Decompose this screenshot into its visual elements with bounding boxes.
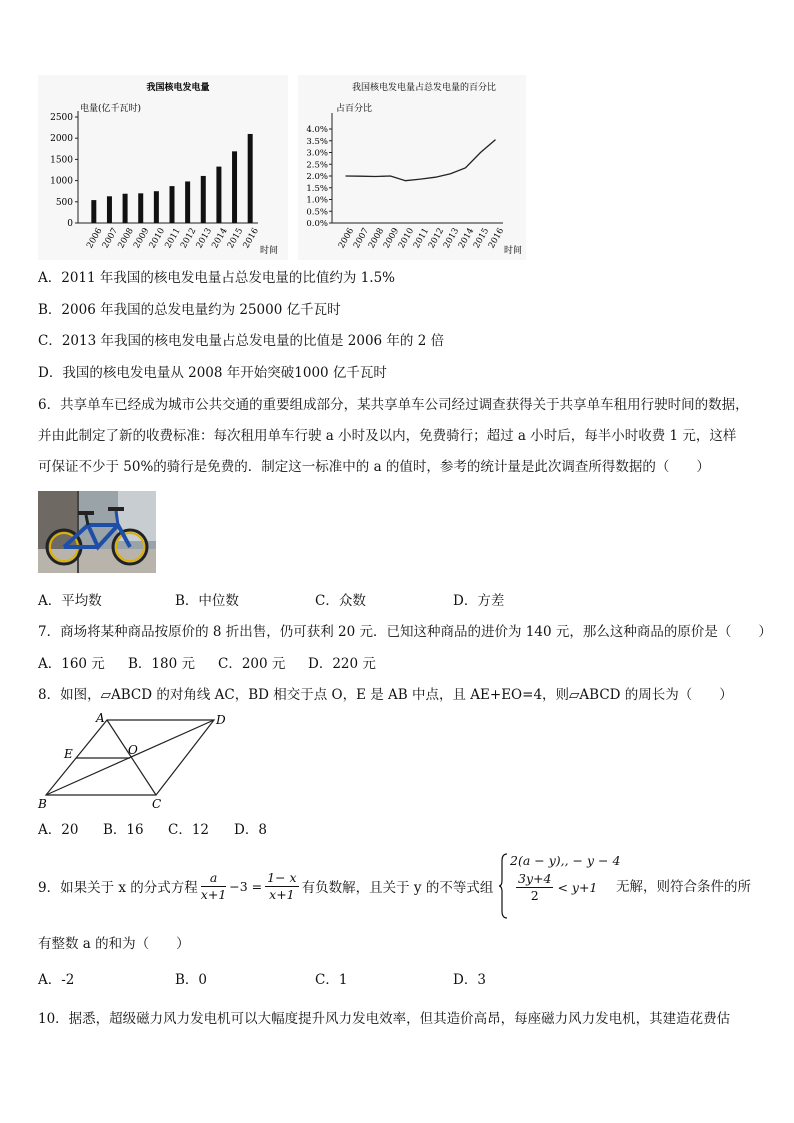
parallelogram-figure: [36, 710, 232, 810]
q9-sys-row-2: [516, 871, 597, 904]
q9-frac1-den: x+1: [200, 886, 227, 902]
bar: [138, 193, 143, 223]
q9-inequality-system: [498, 853, 621, 919]
q7-option-d: D．220 元: [308, 656, 376, 672]
line-y-tick-label: 1.0%: [306, 195, 328, 206]
label-O: O: [128, 743, 138, 757]
q9-sys-row-2-rest: < y+1: [557, 880, 598, 895]
bar-x-tick-label: 2012: [178, 226, 199, 251]
bar: [232, 151, 237, 223]
line-x-tick-label: 2011: [411, 226, 432, 251]
q7-option-a: A．160 元: [38, 656, 105, 672]
bar-y-tick-label: 1000: [50, 176, 73, 187]
q9-suffix: 无解，则符合条件的所: [616, 879, 751, 895]
q9-frac2-den: x+1: [269, 886, 295, 902]
line-series: [346, 140, 496, 181]
q6-option-b: B．中位数: [175, 593, 239, 609]
line-x-tick-label: 2008: [366, 226, 387, 251]
q9-option-b: B．0: [175, 972, 208, 988]
q9-fraction-1: [201, 870, 226, 903]
line-x-tick-label: 2015: [471, 226, 492, 251]
q9-sys-frac-den: 2: [530, 888, 539, 903]
line-chart-title: 我国核电发电量占总发电量的百分比: [351, 83, 497, 93]
bar-x-tick-label: 2013: [194, 226, 215, 251]
line-chart: [298, 75, 526, 260]
q7-option-b: B．180 元: [128, 656, 195, 672]
line-x-tick-label: 2013: [441, 226, 462, 251]
q9-sys-row-1: 2(a − y),, − y − 4: [510, 853, 621, 868]
q8-option-c: C．12: [168, 822, 210, 838]
bar: [201, 176, 206, 223]
bar-x-tick-label: 2010: [147, 226, 168, 251]
line-y-tick-label: 4.0%: [306, 125, 328, 135]
line-y-tick-label: 2.5%: [306, 160, 328, 171]
bar-x-tick-label: 2011: [163, 226, 183, 251]
bar-x-tick-label: 2016: [241, 226, 261, 251]
bar: [123, 194, 128, 223]
line-x-tick-label: 2007: [351, 226, 372, 251]
bar-y-tick-label: 2500: [50, 113, 73, 123]
q7-line-1: 7．商场将某种商品按原价的 8 折出售，仍可获利 20 元．已知这种商品的进价为 140 元，那么这种商品的原价是（ ）: [38, 624, 772, 640]
bar-chart-xlabel: 时间: [260, 246, 279, 256]
bar-chart-title: 我国核电发电量: [146, 83, 210, 93]
q9-fraction-2: [265, 870, 298, 903]
line-y-tick-label: 3.0%: [306, 148, 328, 159]
bicycle-illustration: [38, 491, 156, 573]
bar: [91, 200, 96, 223]
line-x-tick-label: 2012: [426, 226, 447, 251]
q8-option-d: D．8: [234, 822, 267, 838]
label-A: A: [96, 711, 105, 725]
q9-minus3: −3 =: [229, 878, 263, 894]
label-B: B: [38, 797, 47, 810]
bar-y-tick-label: 500: [55, 197, 73, 208]
label-C: C: [152, 797, 162, 810]
q10-line-1: 10．据悉，超级磁力风力发电机可以大幅度提升风力发电效率，但其造价高昂，每座磁力风力发电机，其建造花费估: [38, 1011, 731, 1027]
q9-option-a: A．-2: [38, 972, 75, 988]
q6-option-a: A．平均数: [38, 593, 102, 609]
q5-option-d: D．我国的核电发电量从 2008 年开始突破1000 亿千瓦时: [38, 365, 387, 381]
q9-frac1-num: a: [201, 870, 226, 887]
bar-y-tick-label: 2000: [50, 134, 73, 145]
line-chart-ylabel: 占百分比: [336, 104, 373, 114]
line-x-tick-label: 2006: [336, 226, 357, 251]
label-D: D: [216, 713, 226, 727]
q9-option-c: C．1: [315, 972, 348, 988]
q6-line-1: 6．共享单车已经成为城市公共交通的重要组成部分，某共享单车公司经过调查获得关于共享单车租用行驶时间的数据，: [38, 397, 749, 413]
line-y-tick-label: 3.5%: [306, 136, 328, 147]
line-y-tick-label: 0.5%: [306, 207, 328, 218]
bar-y-tick-label: 1500: [50, 155, 73, 166]
q5-option-c: C．2013 年我国的核电发电量占总发电量的比值是 2006 年的 2 倍: [38, 333, 445, 349]
q6-line-3: 可保证不少于 50%的骑行是免费的．制定这一标准中的 a 的值时，参考的统计量是此次调查所得数据的（ ）: [38, 459, 710, 475]
bar: [185, 181, 190, 223]
bar-y-tick-label: 0: [67, 219, 73, 229]
line-chart-panel: [298, 75, 526, 260]
q6-line-2: 并由此制定了新的收费标准：每次租用单车行驶 a 小时及以内，免费骑行；超过 a 小时后，每半小时收费 1 元，这样: [38, 428, 737, 444]
q8-line-1: 8．如图，▱ABCD 的对角线 AC，BD 相交于点 O，E 是 AB 中点，且 AE+EO=4，则▱ABCD 的周长为（ ）: [38, 687, 733, 703]
q9-frac2-num: 1− x: [267, 869, 297, 885]
line-y-tick-label: 0.0%: [306, 219, 328, 229]
bar: [154, 191, 159, 223]
line-y-tick-label: 1.5%: [306, 183, 328, 194]
bar-x-tick-label: 2009: [131, 226, 152, 251]
brace-icon: [498, 853, 508, 919]
line-y-tick-label: 2.0%: [306, 172, 328, 182]
q9-option-d: D．3: [453, 972, 486, 988]
q9-line-2: 有整数 a 的和为（ ）: [38, 936, 190, 952]
q5-option-a: A．2011 年我国的核电发电量占总发电量的比值约为 1.5%: [38, 270, 395, 286]
bar-chart-ylabel: 电量(亿千瓦时): [80, 104, 142, 114]
q6-option-c: C．众数: [315, 593, 366, 609]
bar: [216, 167, 221, 223]
q7-option-c: C．200 元: [218, 656, 286, 672]
q6-option-d: D．方差: [453, 593, 505, 609]
bar-x-tick-label: 2015: [225, 226, 246, 251]
bar: [170, 186, 175, 223]
bar-x-tick-label: 2014: [210, 226, 230, 251]
line-x-tick-label: 2009: [381, 226, 402, 251]
bar: [107, 196, 112, 223]
bar: [248, 134, 253, 223]
line-x-tick-label: 2014: [456, 226, 477, 251]
bar-x-tick-label: 2007: [100, 226, 121, 251]
q9-middle: 有负数解，且关于 y 的不等式组: [301, 880, 494, 896]
bicycle-photo: [38, 491, 156, 573]
q9-prefix: 9．如果关于 x 的分式方程: [38, 880, 198, 896]
q8-option-a: A．20: [38, 822, 79, 838]
bar-x-tick-label: 2008: [116, 226, 136, 251]
label-E: E: [64, 747, 73, 761]
line-chart-xlabel: 时间: [504, 246, 523, 256]
bar-chart: [38, 75, 288, 260]
line-x-tick-label: 2016: [486, 226, 507, 251]
bar-x-tick-label: 2006: [85, 226, 105, 251]
q5-option-b: B．2006 年我国的总发电量约为 25000 亿千瓦时: [38, 302, 341, 318]
line-x-tick-label: 2010: [396, 226, 417, 251]
q9-sys-fraction: [516, 871, 553, 904]
bar-chart-panel: [38, 75, 288, 260]
q9-line-1: [38, 866, 493, 906]
q8-option-b: B．16: [103, 822, 144, 838]
q9-sys-frac-num: 3y+4: [518, 871, 552, 886]
